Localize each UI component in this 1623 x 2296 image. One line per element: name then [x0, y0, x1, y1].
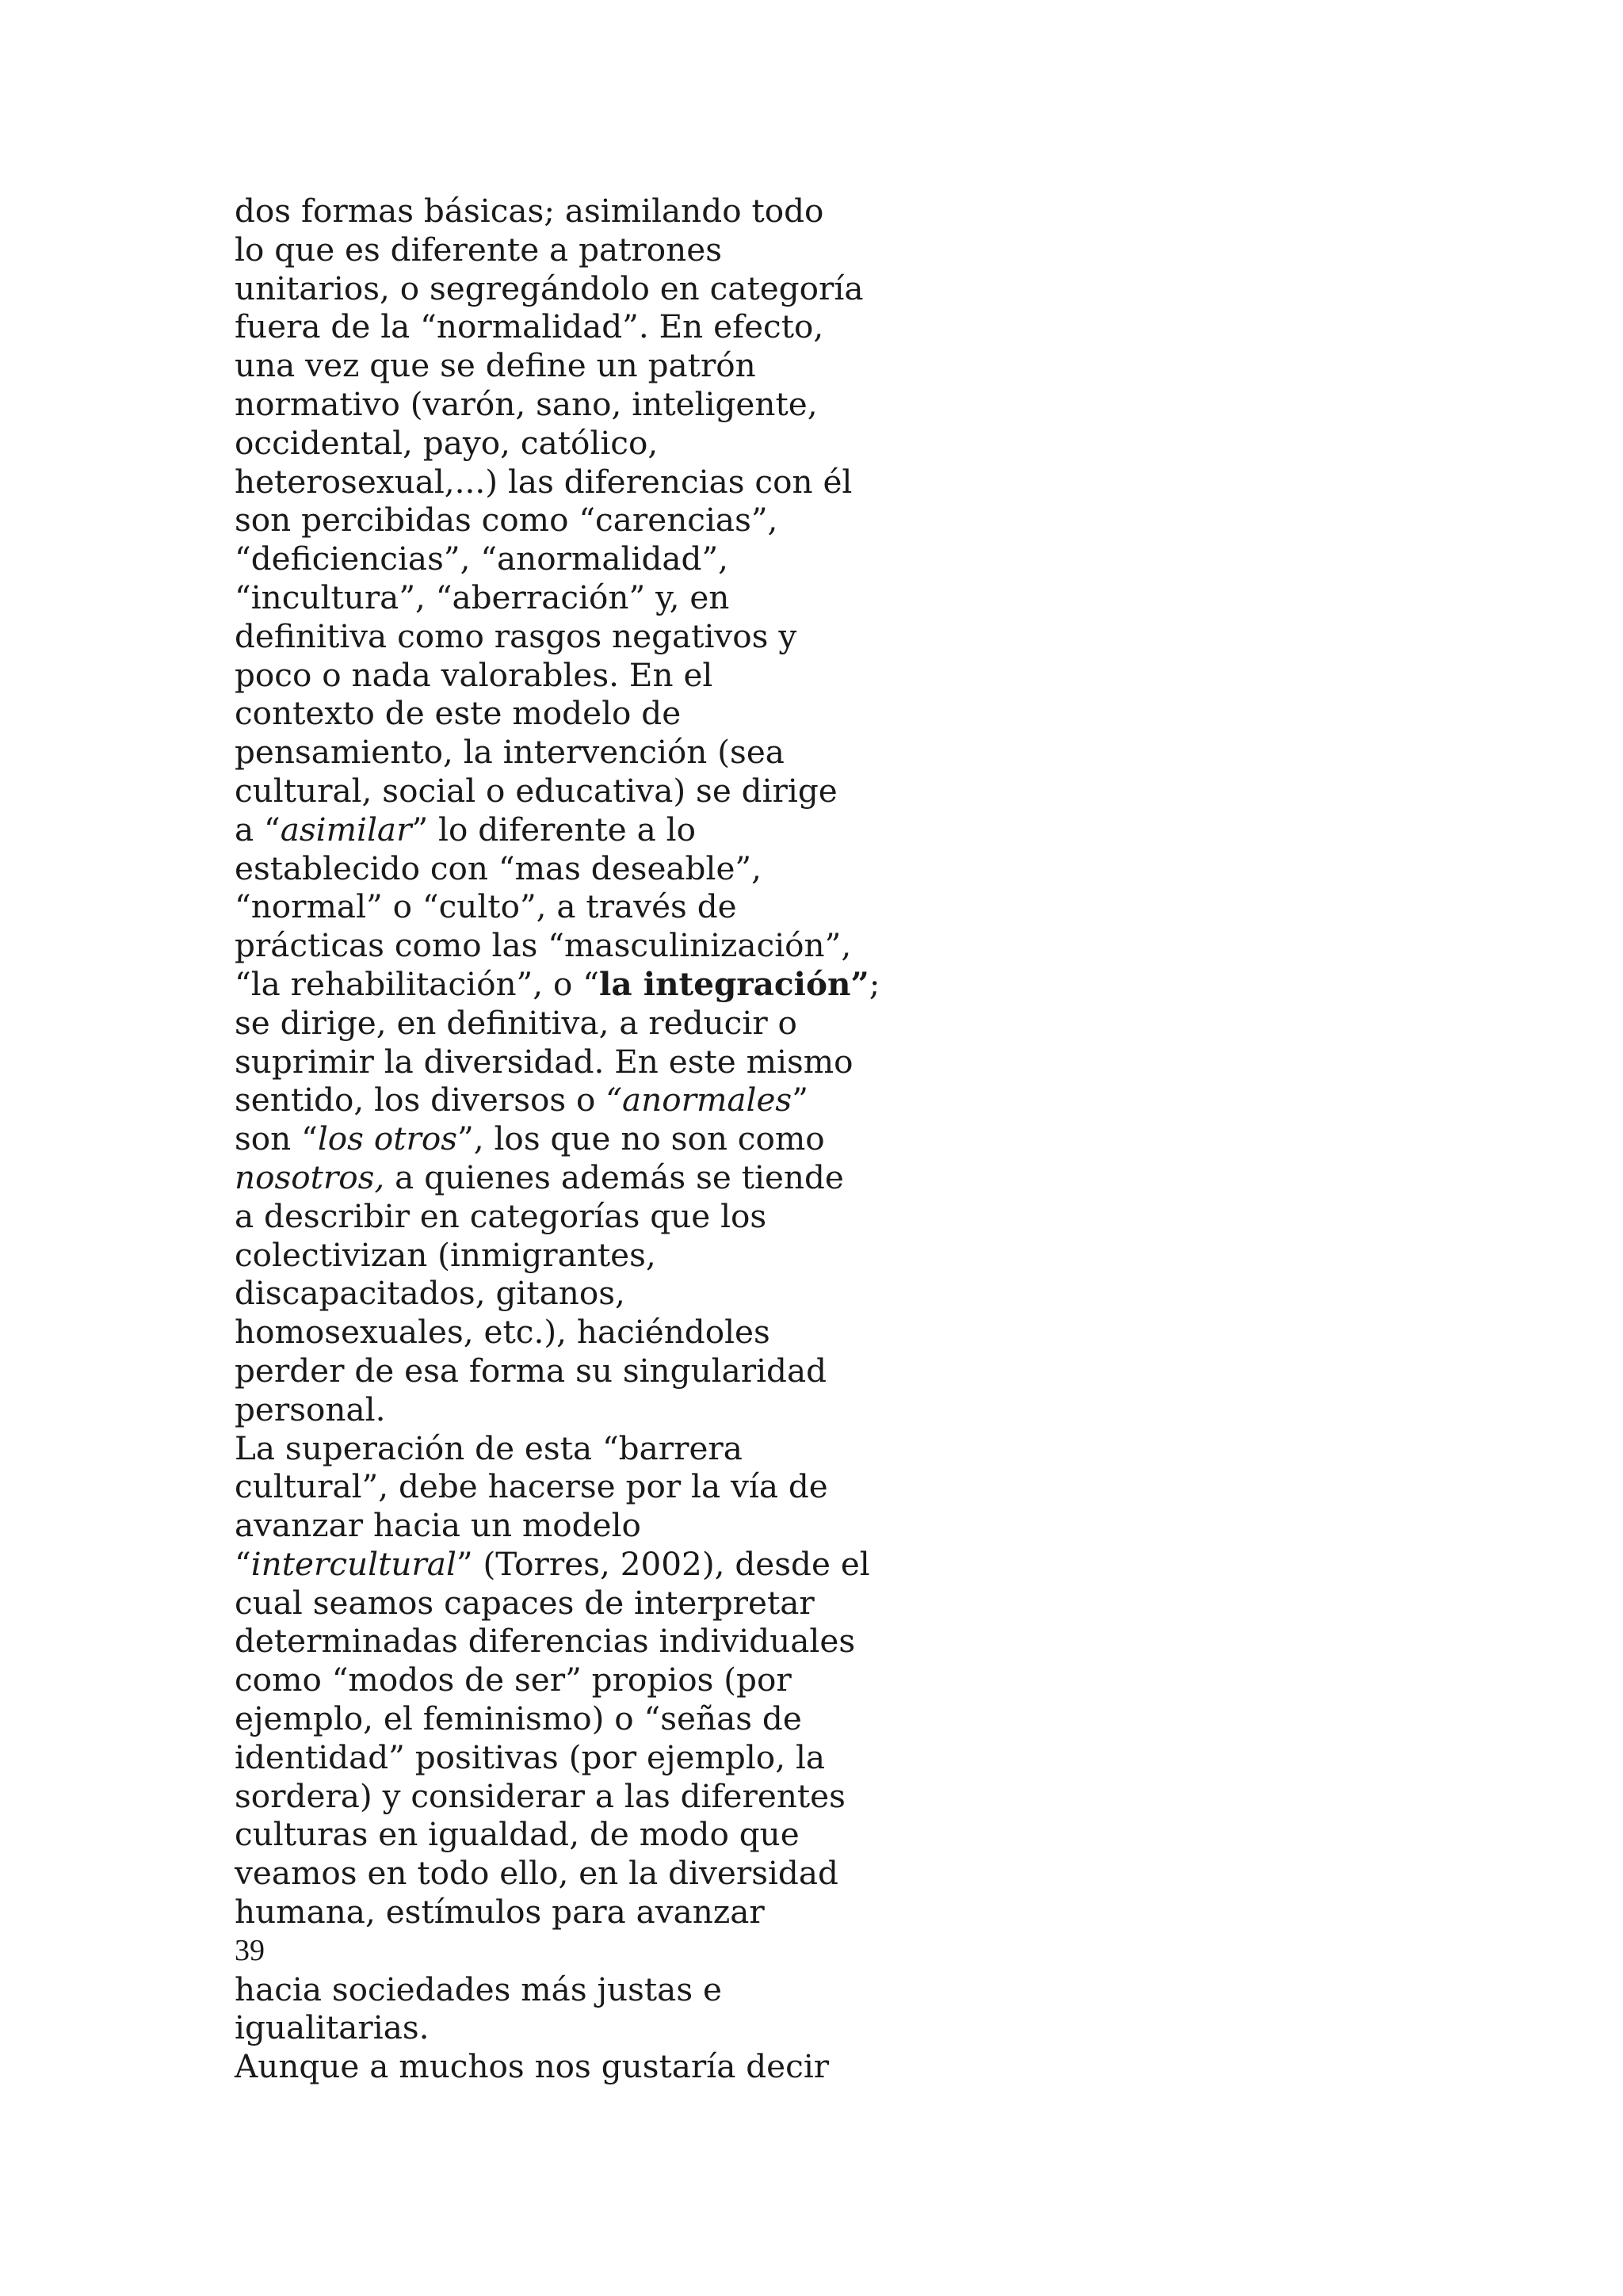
text-run: avanzar hacia un modelo	[235, 1506, 641, 1545]
text-run: ”	[792, 1081, 808, 1119]
text-line	[235, 887, 884, 926]
text-line	[235, 694, 884, 733]
text-line	[235, 463, 884, 502]
text-run: dos formas básicas; asimilando todo	[235, 192, 824, 230]
text-line	[235, 578, 884, 617]
text-run: igualitarias.	[235, 2008, 430, 2047]
text-run: son “	[235, 1119, 318, 1158]
text-run: La superación de esta “barrera	[235, 1428, 743, 1467]
text-line	[235, 1699, 884, 1738]
text-run: “incultura”, “aberración” y, en	[235, 578, 730, 616]
text-run: poco o nada valorables. En el	[235, 655, 713, 694]
text-run: cual seamos capaces de interpretar	[235, 1583, 815, 1622]
text-run: suprimir la diversidad. En este mismo	[235, 1042, 854, 1081]
text-line	[235, 1043, 884, 1081]
text-line	[235, 617, 884, 656]
text-line	[235, 424, 884, 463]
text-run: cultural”, debe hacerse por la vía de	[235, 1467, 828, 1506]
text-run: cultural, social o educativa) se dirige	[235, 771, 838, 810]
text-line	[235, 772, 884, 810]
text-run: “la rehabilitación”, o “	[235, 964, 599, 1003]
text-run: heterosexual,...) las diferencias con él	[235, 462, 853, 501]
text-run: colectivizan (inmigrantes,	[235, 1235, 656, 1274]
text-line	[235, 501, 884, 540]
text-line	[235, 1661, 884, 1699]
text-line	[235, 1004, 884, 1043]
text-run: una vez que se define un patrón	[235, 346, 756, 385]
text-run: “anormales	[605, 1081, 792, 1119]
text-line	[235, 307, 884, 346]
text-line	[235, 1429, 884, 1468]
text-line	[235, 1893, 884, 1932]
text-run: veamos en todo ello, en la diversidad	[235, 1854, 838, 1893]
text-run: sordera) y considerar a las diferentes	[235, 1776, 846, 1815]
text-line	[235, 1313, 884, 1352]
text-line	[235, 2008, 884, 2047]
text-run: homosexuales, etc.), haciéndoles	[235, 1313, 770, 1352]
text-run: ”, los que no son como	[457, 1119, 825, 1158]
text-run: intercultural	[250, 1544, 456, 1583]
text-line	[235, 1274, 884, 1313]
text-run: asimilar	[280, 810, 412, 849]
text-run: ejemplo, el feminismo) o “señas de	[235, 1699, 802, 1738]
text-line	[235, 849, 884, 888]
text-run: nosotros,	[235, 1158, 385, 1196]
text-run: “	[235, 1544, 251, 1583]
text-line	[235, 1545, 884, 1584]
text-run: “normal” o “culto”, a través de	[235, 887, 737, 926]
text-line	[235, 1584, 884, 1623]
text-line	[235, 1352, 884, 1390]
text-line	[235, 656, 884, 695]
text-run: ” (Torres, 2002), desde el	[456, 1544, 870, 1583]
text-line	[235, 540, 884, 578]
text-run: como “modos de ser” propios (por	[235, 1661, 792, 1699]
text-line	[235, 1815, 884, 1854]
text-run: a “	[235, 810, 281, 849]
text-line	[235, 1970, 884, 2009]
text-run: occidental, payo, católico,	[235, 423, 659, 462]
text-run: fuera de la “normalidad”. En efecto,	[235, 307, 824, 346]
text-line	[235, 269, 884, 308]
text-run: se dirige, en definitiva, a reducir o	[235, 1003, 797, 1042]
body-text	[235, 192, 884, 2086]
text-run: perder de esa forma su singularidad	[235, 1351, 827, 1390]
text-run: identidad” positivas (por ejemplo, la	[235, 1737, 826, 1776]
text-run: definitiva como rasgos negativos y	[235, 616, 797, 655]
text-run: Aunque a muchos nos gustaría decir	[235, 2047, 830, 2086]
text-line	[235, 231, 884, 269]
text-line	[235, 1506, 884, 1545]
text-run: contexto de este modelo de	[235, 694, 682, 733]
text-line	[235, 1081, 884, 1119]
text-run: “deficiencias”, “anormalidad”,	[235, 540, 729, 578]
text-line	[235, 385, 884, 424]
page-number	[235, 1932, 884, 1970]
text-line	[235, 1777, 884, 1816]
text-run: sentido, los diversos o	[235, 1081, 606, 1119]
text-run: pensamiento, la intervención (sea	[235, 733, 785, 772]
text-line	[235, 1622, 884, 1661]
text-line	[235, 1467, 884, 1506]
text-run: humana, estímulos para avanzar	[235, 1893, 765, 1932]
text-run: establecido con “mas deseable”,	[235, 849, 762, 887]
text-line	[235, 1236, 884, 1275]
text-line	[235, 810, 884, 849]
text-run: a describir en categorías que los	[235, 1196, 767, 1235]
text-run: prácticas como las “masculinización”,	[235, 926, 852, 965]
text-line	[235, 346, 884, 385]
text-run: personal.	[235, 1390, 386, 1428]
text-line	[235, 733, 884, 772]
text-line	[235, 1854, 884, 1893]
text-run: ;	[869, 964, 880, 1003]
text-run: la integración”	[598, 964, 869, 1003]
text-line	[235, 1738, 884, 1777]
text-run: a quienes además se tiende	[384, 1158, 844, 1196]
text-line	[235, 1158, 884, 1197]
text-run: son percibidas como “carencias”,	[235, 501, 778, 540]
text-line	[235, 1197, 884, 1236]
text-line	[235, 2047, 884, 2086]
text-run: discapacitados, gitanos,	[235, 1274, 625, 1313]
text-run: hacia sociedades más justas e	[235, 1970, 722, 2008]
page-number-text: 39	[235, 1933, 265, 1967]
text-run: ” lo diferente a lo	[411, 810, 696, 849]
text-run: determinadas diferencias individuales	[235, 1622, 856, 1661]
text-line	[235, 192, 884, 231]
text-line	[235, 965, 884, 1004]
text-line	[235, 1119, 884, 1158]
text-line	[235, 1390, 884, 1429]
text-run: los otros	[317, 1119, 458, 1158]
text-run: lo que es diferente a patrones	[235, 230, 722, 269]
text-line	[235, 926, 884, 965]
text-run: culturas en igualdad, de modo que	[235, 1815, 800, 1854]
text-run: unitarios, o segregándolo en categoría	[235, 269, 864, 307]
text-run: normativo (varón, sano, inteligente,	[235, 384, 818, 423]
